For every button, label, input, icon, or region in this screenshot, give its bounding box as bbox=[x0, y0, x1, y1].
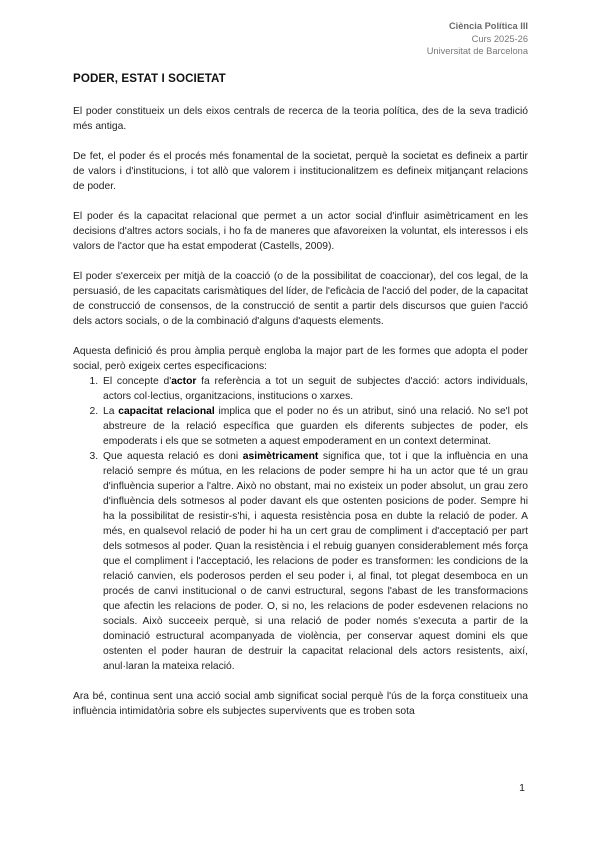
key-term: asimètricament bbox=[242, 451, 319, 462]
paragraph: El poder s'exerceix per mitjà de la coacció (o de la possibilitat de coaccionar), del cos legal, de la persuasió, de les capacitats carismàtiques del líder, de l'eficàcia de l'acció del poder, de la capacitat de construcció de consensos, de la construcció de sentit a partir dels discursos que guien l'acció dels actors socials, o de la combinació d'alguns d'aquests elements. bbox=[73, 271, 528, 327]
document-title: PODER, ESTAT I SOCIETAT bbox=[73, 72, 226, 85]
paragraph: Ara bé, continua sent una acció social amb significat social perquè l'ús de la força constitueix una influència intimidatòria sobre els subjectes supervivents que es troben sota bbox=[73, 691, 528, 717]
paragraph: El poder és la capacitat relacional que permet a un actor social d'influir asimètricament en les decisions d'altres actors socials, i ho fa de maneres que afavoreixen la voluntat, els interessos i els valors de l'actor que ha estat empoderat (Castells, 2009). bbox=[73, 211, 528, 252]
paragraph: El poder constitueix un dels eixos centrals de recerca de la teoria política, des de la seva tradició més antiga. bbox=[73, 106, 528, 132]
page-number: 1 bbox=[519, 782, 525, 794]
paragraph: De fet, el poder és el procés més fonamental de la societat, perquè la societat es defineix a partir de valors i d'institucions, i tot allò que valorem i institucionalitzem es defineix mitjançant relacions de poder. bbox=[73, 151, 528, 192]
university-name: Universitat de Barcelona bbox=[426, 46, 528, 56]
document-body bbox=[73, 104, 528, 734]
key-term: actor bbox=[171, 376, 197, 387]
course-year: Curs 2025-26 bbox=[471, 33, 528, 44]
list-item: 1. El concepte d'actor fa referència a tot un seguit de subjectes d'acció: actors individuals, actors col·lectius, organitzacions, institucions o xarxes. bbox=[101, 374, 528, 404]
course-name: Ciència Política III bbox=[448, 21, 528, 31]
list-item: 3. Que aquesta relació es doni asimètricament significa que, tot i que la influència en una relació sempre és mútua, en les relacions de poder sempre hi ha un actor que té un grau d'influència superior a l'altre. Això no obstant, mai no existeix un poder absolut, un grau zero d'influència dels sotmesos al poder davant els que ostenten posicions de poder. Sempre hi ha la possibilitat de resistir-s'hi, i aquesta resistència posa en dubte la relació de poder. A més, en qualsevol relació de poder hi ha un cert grau de compliment i d'acceptació per part dels sotmesos al poder. Quan la resistència i el rebuig guanyen considerablement més força que el compliment i l'acceptació, les relacions de poder es transformen: les condicions de la relació canvien, els poderosos perden el seu poder i, al final, tot plegat desemboca en un procés de canvi institucional o de canvi estructural, segons l'abast de les transformacions que afectin les relacions de poder. O, si no, les relacions de poder esdevenen relacions no socials. Això succeeix perquè, si una relació de poder només s'executa a partir de la dominació estructural acompanyada de violència, per conservar aquest domini els que ostenten el poder hauran de destruir la capacitat relacional dels actors resistents, així, anul·laran la mateixa relació. bbox=[101, 449, 528, 674]
list-item: 2. La capacitat relacional implica que el poder no és un atribut, sinó una relació. No se'l pot abstreure de la relació específica que guarden els diferents subjectes de poder, els empoderats i els que se sotmeten a aquest empoderament en un context determinat. bbox=[101, 404, 528, 449]
document-header bbox=[427, 20, 528, 58]
specifications-list bbox=[73, 374, 528, 674]
key-term: capacitat relacional bbox=[118, 406, 215, 417]
list-intro: Aquesta definició és prou àmplia perquè engloba la major part de les formes que adopta el poder social, però exigeix certes especificacions: bbox=[73, 346, 528, 372]
